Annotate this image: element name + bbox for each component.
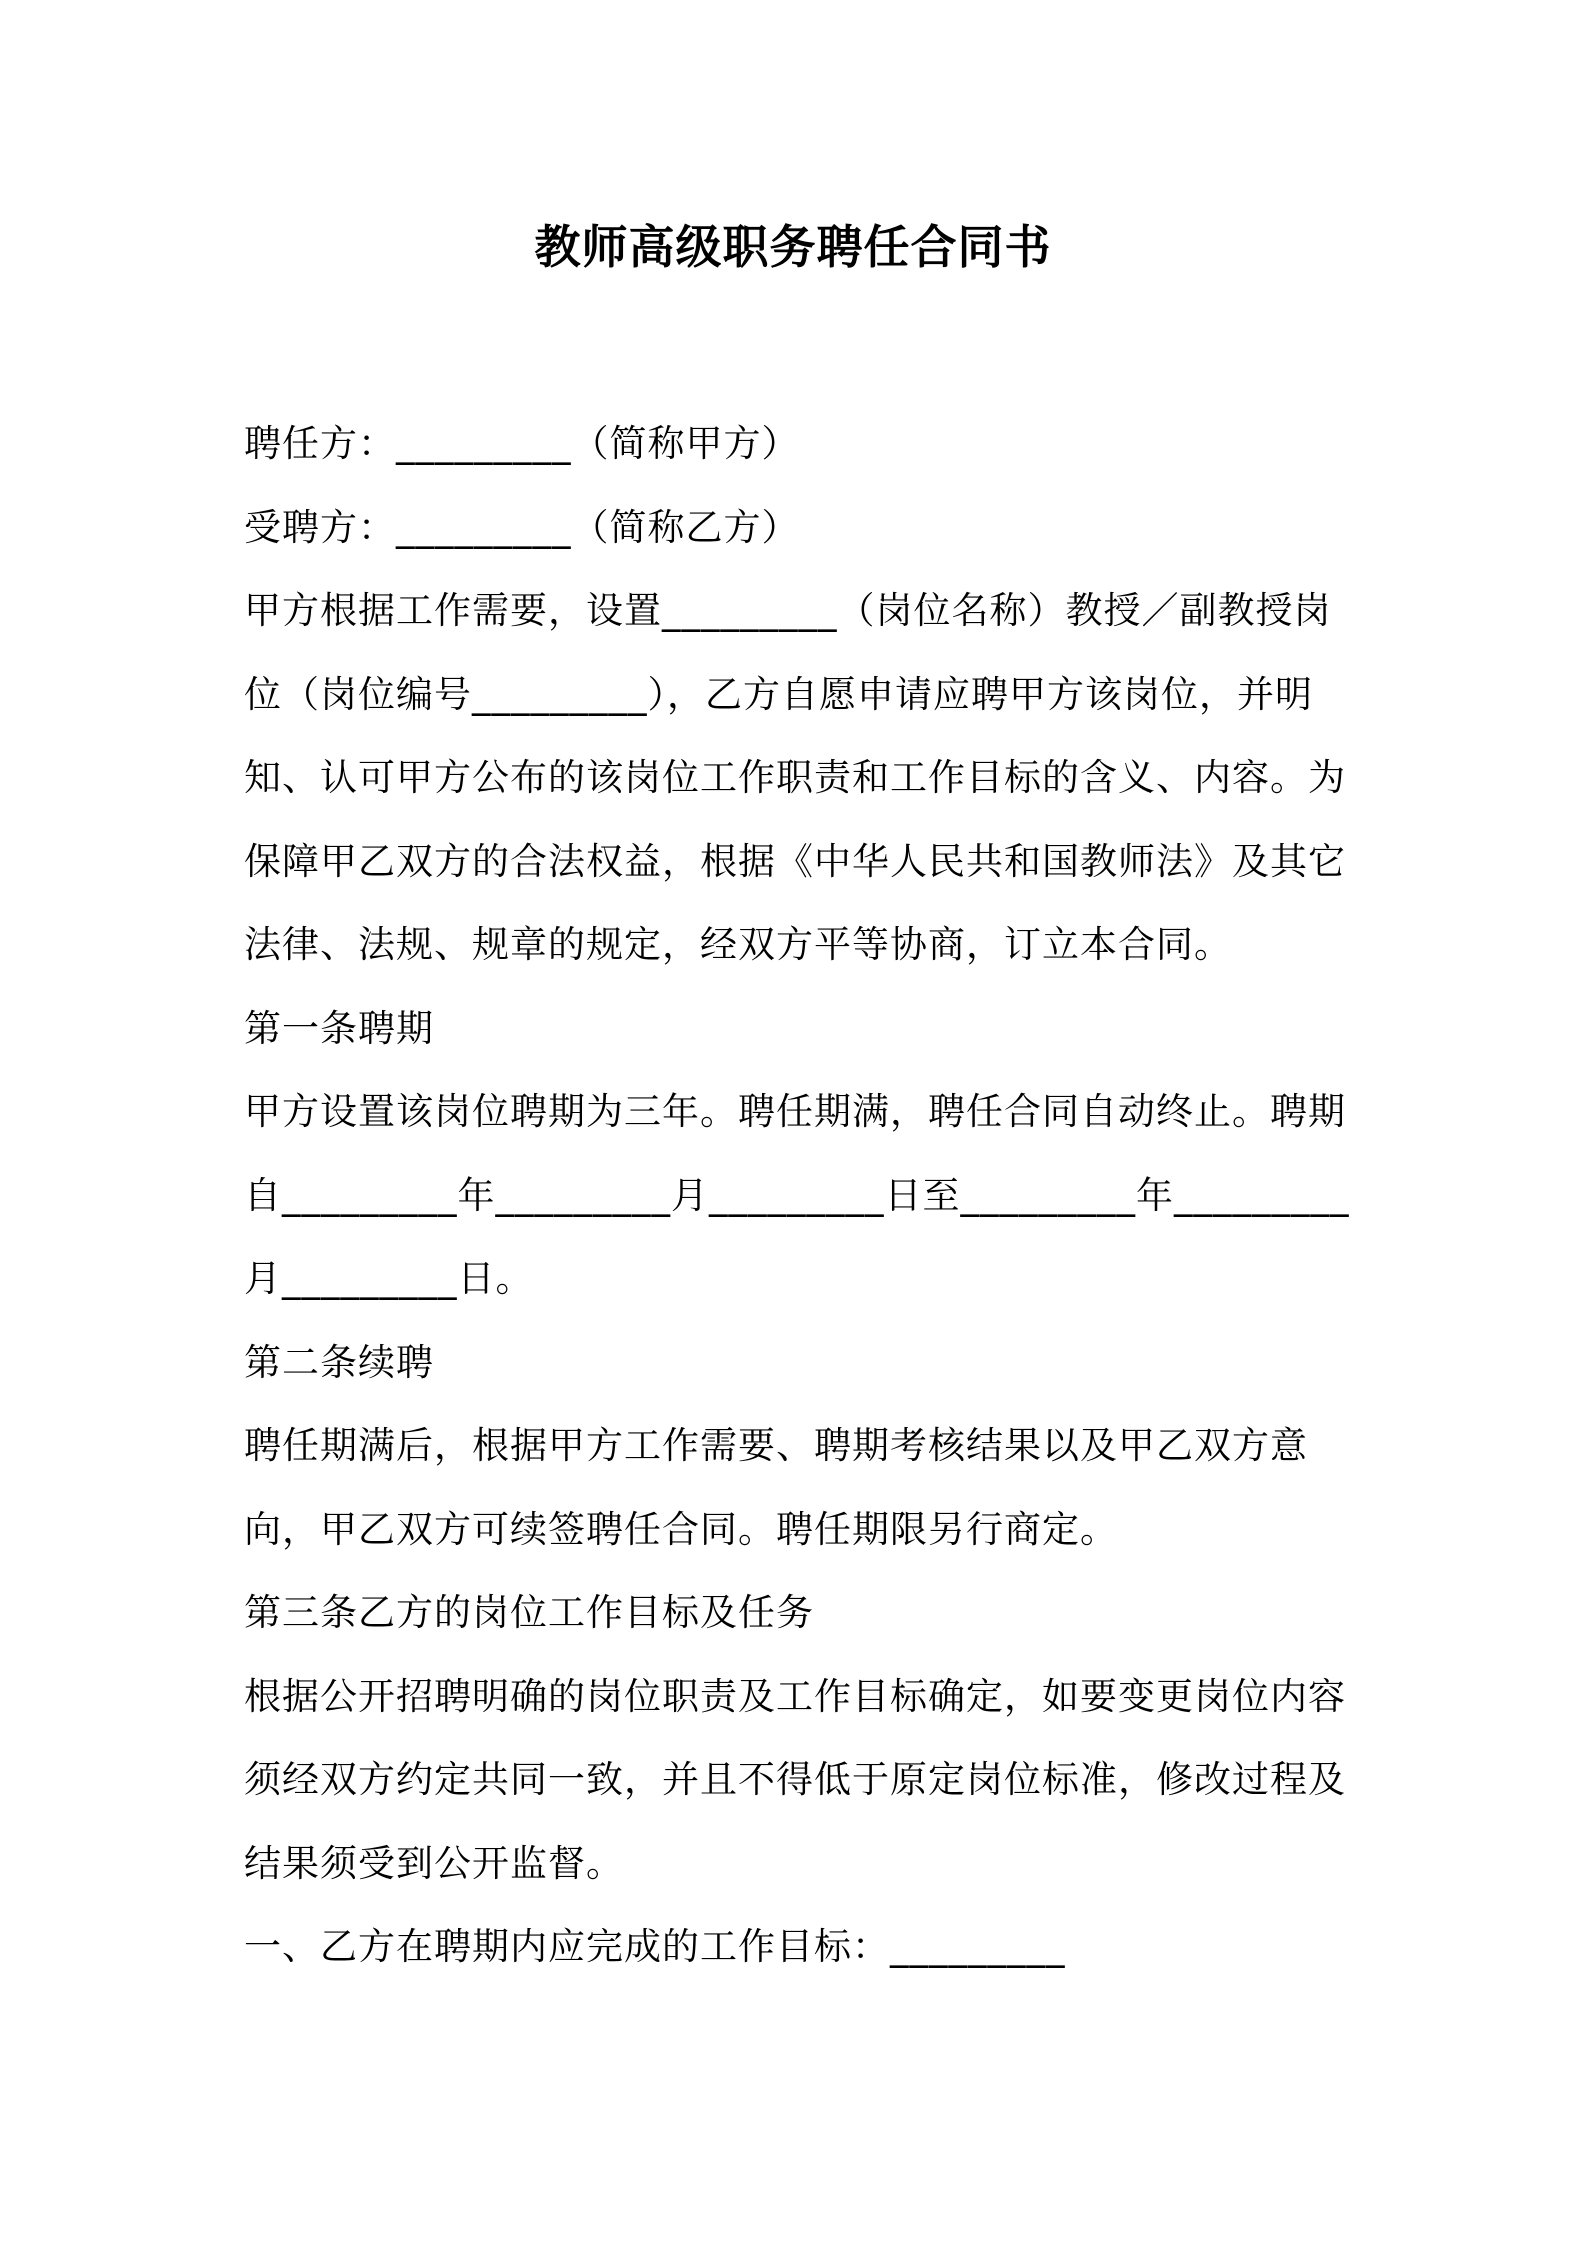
article-2-heading: 第二条续聘 <box>244 1340 434 1384</box>
article-1-text: 甲方设置该岗位聘期为三年。聘任期满，聘任合同自动终止。聘期自_________年_________月_________日至_________年_________月_________日。 <box>244 1090 1350 1300</box>
party-b-line: 受聘方：_________（简称乙方） <box>244 505 800 549</box>
preamble-paragraph: 甲方根据工作需要，设置_________（岗位名称）教授／副教授岗位（岗位编号_________），乙方自愿申请应聘甲方该岗位，并明知、认可甲方公布的该岗位工作职责和工作目标的含义、内容。为保障甲乙双方的合法权益，根据《中华人民共和国教师法》及其它法律、法规、规章的规定，经双方平等协商，订立本合同。 <box>244 589 1346 966</box>
article-3-heading: 第三条乙方的岗位工作目标及任务 <box>244 1591 814 1634</box>
work-goals-line: 一、乙方在聘期内应完成的工作目标：_________ <box>244 1925 1066 1968</box>
document-body <box>244 402 1359 1989</box>
document-title: 教师高级职务聘任合同书 <box>534 220 1052 274</box>
party-a-line: 聘任方：_________（简称甲方） <box>244 422 800 465</box>
article-1-heading: 第一条聘期 <box>244 1006 434 1050</box>
article-3-text: 根据公开招聘明确的岗位职责及工作目标确定，如要变更岗位内容须经双方约定共同一致，并且不得低于原定岗位标准，修改过程及结果须受到公开监督。 <box>244 1674 1346 1885</box>
article-2-text: 聘任期满后，根据甲方工作需要、聘期考核结果以及甲乙双方意向，甲乙双方可续签聘任合同。聘任期限另行商定。 <box>244 1424 1308 1551</box>
